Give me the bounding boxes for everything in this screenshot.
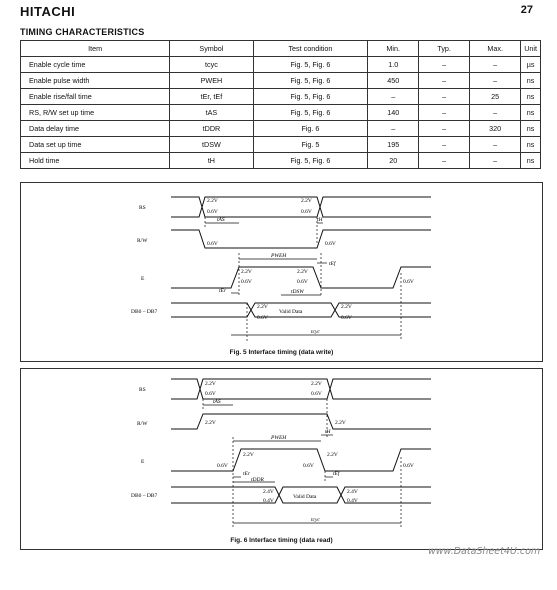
cell-max: – bbox=[470, 105, 521, 121]
fig5-label-ter: tEr bbox=[219, 288, 227, 294]
cell-min: – bbox=[368, 89, 419, 105]
fig5-level-hi: 2.2V bbox=[297, 269, 308, 275]
cell-condition: Fig. 5, Fig. 6 bbox=[253, 153, 368, 169]
table-row bbox=[21, 153, 541, 169]
fig5-signal-db: DB0 – DB7 bbox=[131, 309, 158, 315]
fig6-label-valid: Valid Data bbox=[293, 494, 317, 500]
fig5-level-lo: 0.6V bbox=[325, 241, 336, 247]
cell-condition: Fig. 5, Fig. 6 bbox=[253, 105, 368, 121]
cell-symbol: PWEH bbox=[170, 73, 253, 89]
column-header: Unit bbox=[521, 41, 541, 57]
column-header: Test condition bbox=[253, 41, 368, 57]
fig6-label-tef: tEf bbox=[333, 471, 340, 477]
brand-logo: HITACHI bbox=[20, 4, 76, 19]
fig6-level-dlo: 0.4V bbox=[347, 498, 358, 504]
fig5-level-hi: 2.2V bbox=[241, 269, 252, 275]
fig6-level-lo: 0.6V bbox=[303, 463, 314, 469]
fig5-caption: Fig. 5 Interface timing (data write) bbox=[229, 349, 334, 356]
watermark: www.DataSheet4U.com bbox=[428, 546, 541, 557]
cell-item: Data delay time bbox=[21, 121, 170, 137]
cell-condition: Fig. 5, Fig. 6 bbox=[253, 73, 368, 89]
fig5-signal-e: E bbox=[141, 276, 145, 282]
table-header-row bbox=[21, 41, 541, 57]
fig6-level-lo: 0.6V bbox=[403, 463, 414, 469]
fig6-label-th: tH bbox=[325, 429, 331, 435]
cell-item: Data set up time bbox=[21, 137, 170, 153]
fig5-label-pweh: PWEH bbox=[271, 253, 287, 259]
fig6-level-lo: 0.6V bbox=[311, 391, 322, 397]
cell-unit: ns bbox=[521, 153, 541, 169]
fig6-level-dhi: 2.4V bbox=[263, 489, 274, 495]
fig5-label-th: tH bbox=[317, 217, 323, 223]
fig5-level-lo: 0.6V bbox=[403, 279, 414, 285]
fig6-level-hi: 2.2V bbox=[243, 452, 254, 458]
fig5-level-hi: 2.2V bbox=[257, 304, 268, 310]
fig6-level-lo: 0.6V bbox=[217, 463, 228, 469]
table-row bbox=[21, 73, 541, 89]
cell-item: Enable rise/fall time bbox=[21, 89, 170, 105]
fig6-level-hi: 2.2V bbox=[205, 381, 216, 387]
fig5-level-lo: 0.6V bbox=[207, 209, 218, 215]
page-number: 27 bbox=[520, 4, 533, 16]
cell-min: 1.0 bbox=[368, 57, 419, 73]
fig6-signal-db: DB0 – DB7 bbox=[131, 493, 158, 499]
fig5-level-hi: 2.2V bbox=[207, 198, 218, 204]
column-header: Typ. bbox=[419, 41, 470, 57]
cell-min: 195 bbox=[368, 137, 419, 153]
column-header: Max. bbox=[470, 41, 521, 57]
figure-5-data-write bbox=[20, 182, 543, 362]
fig5-level-lo: 0.6V bbox=[241, 279, 252, 285]
cell-unit: ns bbox=[521, 73, 541, 89]
cell-unit: ns bbox=[521, 89, 541, 105]
fig6-label-ter: tEr bbox=[243, 471, 251, 477]
fig6-signal-e: E bbox=[141, 459, 145, 465]
column-header: Min. bbox=[368, 41, 419, 57]
fig6-timing-diagram bbox=[21, 369, 542, 549]
cell-typ: – bbox=[419, 73, 470, 89]
cell-max: – bbox=[470, 57, 521, 73]
fig5-label-tef: tEf bbox=[329, 261, 336, 267]
cell-min: 450 bbox=[368, 73, 419, 89]
fig5-signal-rw: R/W bbox=[137, 238, 148, 244]
fig6-level-hi: 2.2V bbox=[311, 381, 322, 387]
cell-typ: – bbox=[419, 105, 470, 121]
cell-unit: ns bbox=[521, 137, 541, 153]
cell-symbol: tDDR bbox=[170, 121, 253, 137]
cell-item: RS, R/W set up time bbox=[21, 105, 170, 121]
fig5-level-lo: 0.6V bbox=[297, 279, 308, 285]
fig6-level-hi: 2.2V bbox=[205, 420, 216, 426]
table-row bbox=[21, 105, 541, 121]
cell-item: Enable cycle time bbox=[21, 57, 170, 73]
cell-min: – bbox=[368, 121, 419, 137]
cell-typ: – bbox=[419, 89, 470, 105]
cell-typ: – bbox=[419, 121, 470, 137]
fig5-level-lo: 0.6V bbox=[341, 315, 352, 321]
fig6-level-dhi: 2.4V bbox=[347, 489, 358, 495]
cell-typ: – bbox=[419, 57, 470, 73]
cell-max: – bbox=[470, 73, 521, 89]
fig5-label-tdsw: tDSW bbox=[291, 289, 304, 295]
fig6-label-tas: tAS bbox=[213, 399, 221, 405]
cell-min: 140 bbox=[368, 105, 419, 121]
fig5-level-lo: 0.6V bbox=[207, 241, 218, 247]
table-row bbox=[21, 89, 541, 105]
table-row bbox=[21, 57, 541, 73]
cell-max: – bbox=[470, 137, 521, 153]
fig6-signal-rw: R/W bbox=[137, 421, 148, 427]
cell-max: – bbox=[470, 153, 521, 169]
section-title: TIMING CHARACTERISTICS bbox=[20, 27, 145, 37]
cell-symbol: tcyc bbox=[170, 57, 253, 73]
fig6-level-lo: 0.6V bbox=[205, 391, 216, 397]
cell-max: 320 bbox=[470, 121, 521, 137]
fig5-level-hi: 2.2V bbox=[301, 198, 312, 204]
table-row bbox=[21, 137, 541, 153]
cell-condition: Fig. 5, Fig. 6 bbox=[253, 57, 368, 73]
column-header: Symbol bbox=[170, 41, 253, 57]
fig6-label-tddr: tDDR bbox=[251, 477, 264, 483]
column-header: Item bbox=[21, 41, 170, 57]
cell-condition: Fig. 6 bbox=[253, 121, 368, 137]
cell-typ: – bbox=[419, 153, 470, 169]
figure-6-data-read bbox=[20, 368, 543, 550]
cell-unit: µs bbox=[521, 57, 541, 73]
fig6-label-pweh: PWEH bbox=[271, 435, 287, 441]
cell-symbol: tH bbox=[170, 153, 253, 169]
fig6-level-dlo: 0.4V bbox=[263, 498, 274, 504]
fig5-label-tcyc: tcyc bbox=[311, 329, 320, 335]
fig5-timing-diagram bbox=[21, 183, 542, 361]
cell-item: Enable pulse width bbox=[21, 73, 170, 89]
fig5-level-hi: 2.2V bbox=[341, 304, 352, 310]
fig5-level-lo: 0.6V bbox=[257, 315, 268, 321]
cell-min: 20 bbox=[368, 153, 419, 169]
fig5-label-tas: tAS bbox=[217, 217, 225, 223]
cell-max: 25 bbox=[470, 89, 521, 105]
cell-unit: ns bbox=[521, 121, 541, 137]
timing-table bbox=[20, 40, 541, 169]
table-row bbox=[21, 121, 541, 137]
fig6-signal-rs: RS bbox=[139, 387, 146, 393]
cell-item: Hold time bbox=[21, 153, 170, 169]
fig6-e-wave bbox=[171, 449, 431, 471]
cell-condition: Fig. 5, Fig. 6 bbox=[253, 89, 368, 105]
fig6-level-hi: 2.2V bbox=[335, 420, 346, 426]
fig5-level-lo: 0.6V bbox=[301, 209, 312, 215]
cell-unit: ns bbox=[521, 105, 541, 121]
fig6-caption: Fig. 6 Interface timing (data read) bbox=[230, 537, 333, 544]
cell-symbol: tAS bbox=[170, 105, 253, 121]
cell-condition: Fig. 5 bbox=[253, 137, 368, 153]
fig6-label-tcyc: tcyc bbox=[311, 517, 320, 523]
cell-symbol: tDSW bbox=[170, 137, 253, 153]
cell-symbol: tEr, tEf bbox=[170, 89, 253, 105]
fig5-signal-rs: RS bbox=[139, 205, 146, 211]
cell-typ: – bbox=[419, 137, 470, 153]
fig5-label-valid: Valid Data bbox=[279, 309, 303, 315]
fig6-level-hi: 2.2V bbox=[327, 452, 338, 458]
